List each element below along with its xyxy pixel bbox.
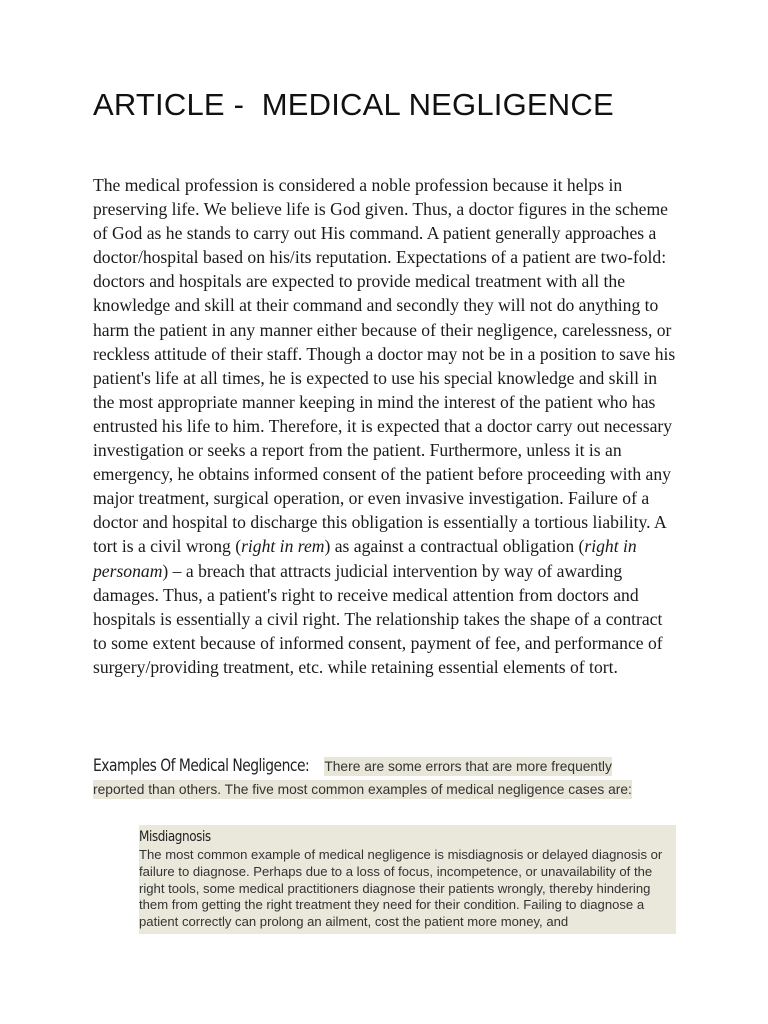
- body-paragraph: [93, 173, 677, 679]
- body-text-part-3: ) – a breach that attracts judicial intervention by way of awarding damages. Thus, a patient's right to receive medical attention from doctors and hospitals is essentially a civil right. The relationship takes the shape of a contract to some extent because of informed consent, payment of fee, and performance of surgery/providing treatment, etc. while retaining essential elements of tort.: [93, 560, 663, 677]
- body-text-part-1: The medical profession is considered a noble profession because it helps in preserving life. We believe life is God given. Thus, a doctor figures in the scheme of God as he stands to carry out His command. A patient generally approaches a doctor/hospital based on his/its reputation. Expectations of a patient are two-fold: doctors and hospitals are expected to provide medical treatment with all the knowledge and skill at their command and secondly they will not do anything to harm the patient in any manner either because of their negligence, carelessness, or reckless attitude of their staff. Though a doctor may not be in a position to save his patient's life at all times, he is expected to use his special knowledge and skill in the most appropriate manner keeping in mind the interest of the patient who has entrusted his life to him. Therefore, it is expected that a doctor carry out necessary investigation or seeks a report from the patient. Furthermore, unless it is an emergency, he obtains informed consent of the patient before proceeding with any major treatment, surgical operation, or even invasive investigation. Failure of a doctor and hospital to discharge this obligation is essentially a tortious liability. A tort is a civil wrong (: [93, 175, 676, 557]
- misdiagnosis-box: [139, 825, 676, 934]
- examples-intro-text: There are some errors that are more frequently reported than others. The five most common examples of medical negligence cases are:: [93, 759, 632, 797]
- body-text-part-2: ) as against a contractual obligation (: [324, 536, 585, 557]
- examples-section: [93, 754, 665, 801]
- misdiagnosis-text: The most common example of medical negligence is misdiagnosis or delayed diagnosis or failure to diagnose. Perhaps due to a loss of focus, incompetence, or unavailability of the right tools, some medical practitioners diagnose their patients wrongly, thereby hindering them from getting the right treatment they need for their condition. Failing to diagnose a patient correctly can prolong an ailment, cost the patient more money, and: [139, 847, 663, 930]
- misdiagnosis-heading: Misdiagnosis: [139, 829, 211, 845]
- page-title: ARTICLE - MEDICAL NEGLIGENCE: [93, 87, 614, 122]
- examples-heading: Examples Of Medical Negligence:: [93, 756, 310, 775]
- term-right-in-rem: right in rem: [241, 536, 325, 557]
- term-right-in-personam: right in personam: [93, 536, 637, 581]
